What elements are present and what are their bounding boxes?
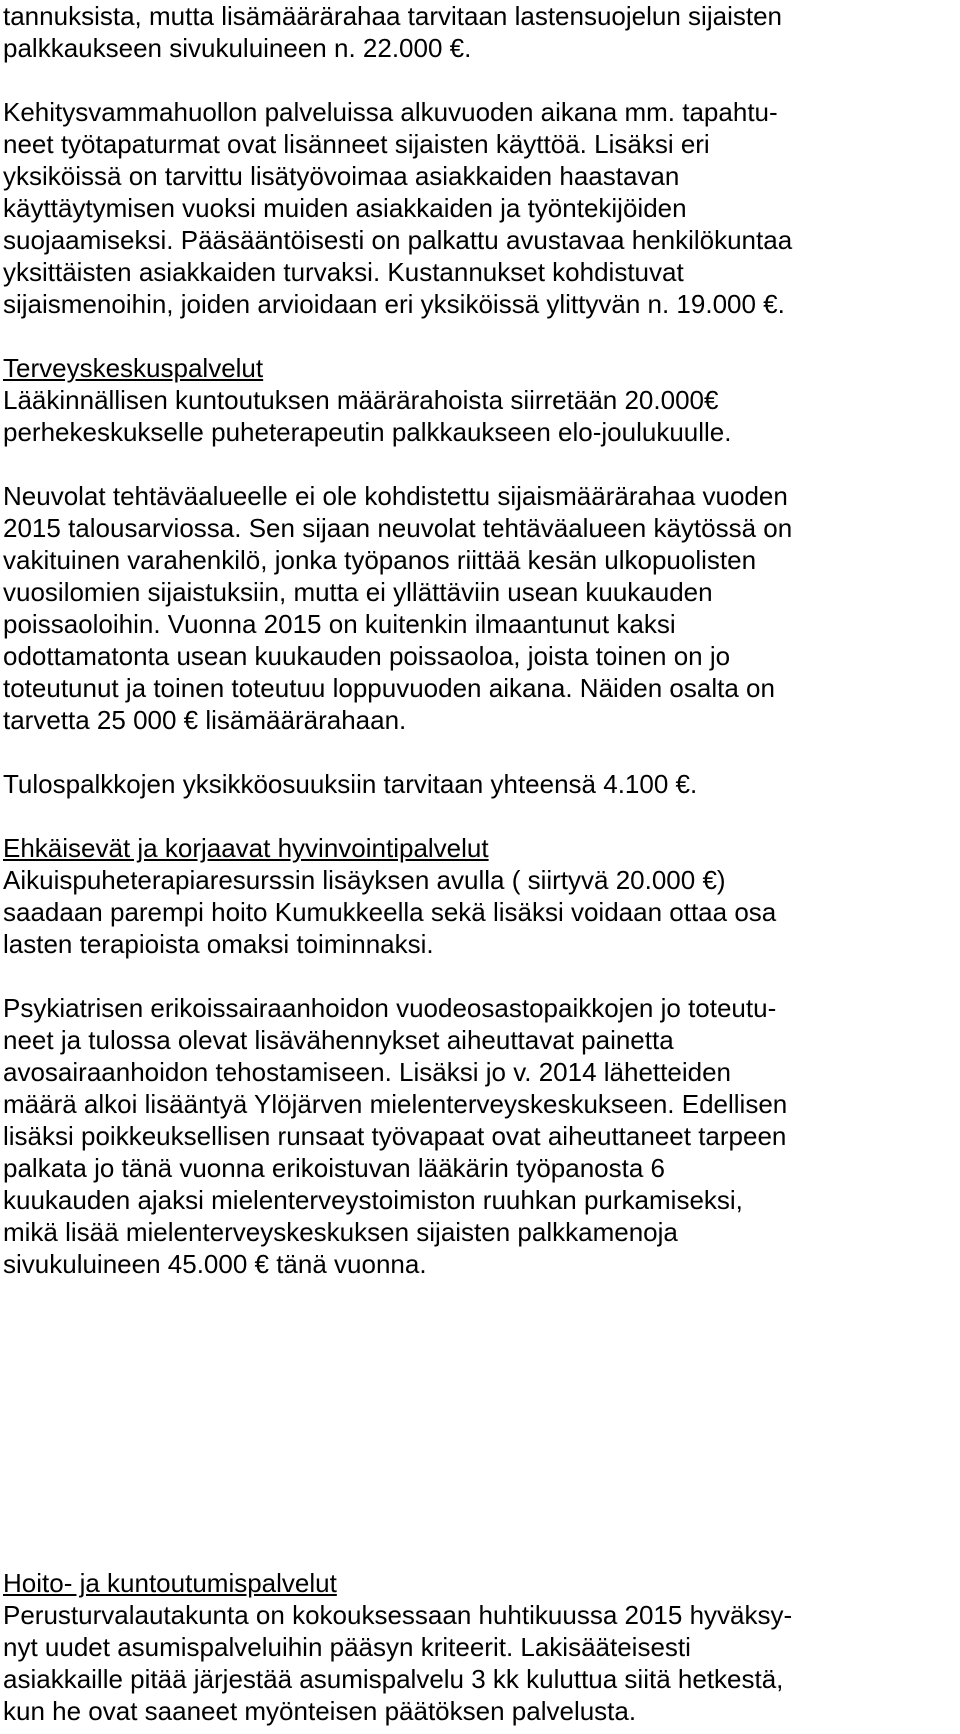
- text-line: poissaoloihin. Vuonna 2015 on kuitenkin ilmaantunut kaksi: [3, 609, 676, 639]
- text-line: neet ja tulossa olevat lisävähennykset aiheuttavat painetta: [3, 1025, 674, 1055]
- text-line: kun he ovat saaneet myönteisen päätöksen palvelusta.: [3, 1696, 637, 1726]
- text-line: saadaan parempi hoito Kumukkeella sekä lisäksi voidaan ottaa osa: [3, 897, 777, 927]
- text-line: neet työtapaturmat ovat lisänneet sijaisten käyttöä. Lisäksi eri: [3, 129, 710, 159]
- paragraph-maternity-clinics: [3, 480, 958, 736]
- text-line: vakituinen varahenkilö, jonka työpanos riittää kesän ulkopuolisten: [3, 545, 757, 575]
- text-line: asiakkaille pitää järjestää asumispalvelu 3 kk kuluttua siitä hetkestä,: [3, 1664, 784, 1694]
- paragraph-disability-services: [3, 96, 958, 320]
- text-line: perhekeskukselle puheterapeutin palkkaukseen elo-joulukuulle.: [3, 417, 732, 447]
- text-line: kuukauden ajaksi mielenterveystoimiston ruuhkan purkamiseksi,: [3, 1185, 743, 1215]
- text-line: Perusturvalautakunta on kokouksessaan huhtikuussa 2015 hyväksy-: [3, 1600, 793, 1630]
- text-line: nyt uudet asumispalveluihin pääsyn kriteerit. Lakisääteisesti: [3, 1632, 691, 1662]
- section-heading: Hoito- ja kuntoutumispalvelut: [3, 1568, 337, 1598]
- text-line: yksittäisten asiakkaiden turvaksi. Kustannukset kohdistuvat: [3, 257, 684, 287]
- section-care-rehabilitation-services: [3, 1567, 958, 1727]
- text-line: mikä lisää mielenterveyskeskuksen sijaisten palkkamenoja: [3, 1217, 678, 1247]
- text-line: tannuksista, mutta lisämäärärahaa tarvitaan lastensuojelun sijaisten: [3, 1, 782, 31]
- text-line: toteutunut ja toinen toteutuu loppuvuoden aikana. Näiden osalta on: [3, 673, 775, 703]
- text-line: odottamatonta usean kuukauden poissaoloa, joista toinen on jo: [3, 641, 731, 671]
- text-line: avosairaanhoidon tehostamiseen. Lisäksi jo v. 2014 lähetteiden: [3, 1057, 731, 1087]
- text-line: lasten terapioista omaksi toiminnaksi.: [3, 929, 434, 959]
- section-heading: Terveyskeskuspalvelut: [3, 353, 264, 383]
- text-line: sijaismenoihin, joiden arvioidaan eri yksiköissä ylittyvän n. 19.000 €.: [3, 289, 785, 319]
- paragraph-psychiatric-care: [3, 992, 958, 1280]
- paragraph-child-protection-substitutes: [3, 0, 958, 64]
- text-line: yksiköissä on tarvittu lisätyövoimaa asiakkaiden haastavan: [3, 161, 680, 191]
- paragraph-performance-bonuses: [3, 768, 958, 800]
- section-health-center-services: [3, 352, 958, 448]
- text-line: Kehitysvammahuollon palveluissa alkuvuoden aikana mm. tapahtu-: [3, 97, 778, 127]
- text-line: sivukuluineen 45.000 € tänä vuonna.: [3, 1249, 427, 1279]
- text-line: palkata jo tänä vuonna erikoistuvan lääkärin työpanosta 6: [3, 1153, 665, 1183]
- text-line: 2015 talousarviossa. Sen sijaan neuvolat tehtäväalueen käytössä on: [3, 513, 793, 543]
- text-line: vuosilomien sijaistuksiin, mutta ei yllättäviin usean kuukauden: [3, 577, 713, 607]
- text-line: Neuvolat tehtäväalueelle ei ole kohdistettu sijaismäärärahaa vuoden: [3, 481, 788, 511]
- text-line: lisäksi poikkeuksellisen runsaat työvapaat ovat aiheuttaneet tarpeen: [3, 1121, 787, 1151]
- text-line: käyttäytymisen vuoksi muiden asiakkaiden ja työntekijöiden: [3, 193, 687, 223]
- section-preventive-welfare-services: [3, 832, 958, 960]
- text-line: suojaamiseksi. Pääsääntöisesti on palkattu avustavaa henkilökuntaa: [3, 225, 793, 255]
- section-heading: Ehkäisevät ja korjaavat hyvinvointipalvelut: [3, 833, 489, 863]
- text-line: Aikuispuheterapiaresurssin lisäyksen avulla ( siirtyvä 20.000 €): [3, 865, 726, 895]
- text-line: määrä alkoi lisääntyä Ylöjärven mielenterveyskeskukseen. Edellisen: [3, 1089, 788, 1119]
- text-line: Lääkinnällisen kuntoutuksen määrärahoista siirretään 20.000€: [3, 385, 719, 415]
- text-line: Psykiatrisen erikoissairaanhoidon vuodeosastopaikkojen jo toteutu-: [3, 993, 777, 1023]
- text-line: tarvetta 25 000 € lisämäärärahaan.: [3, 705, 407, 735]
- text-line: palkkaukseen sivukuluineen n. 22.000 €.: [3, 33, 472, 63]
- text-line: Tulospalkkojen yksikköosuuksiin tarvitaan yhteensä 4.100 €.: [3, 769, 698, 799]
